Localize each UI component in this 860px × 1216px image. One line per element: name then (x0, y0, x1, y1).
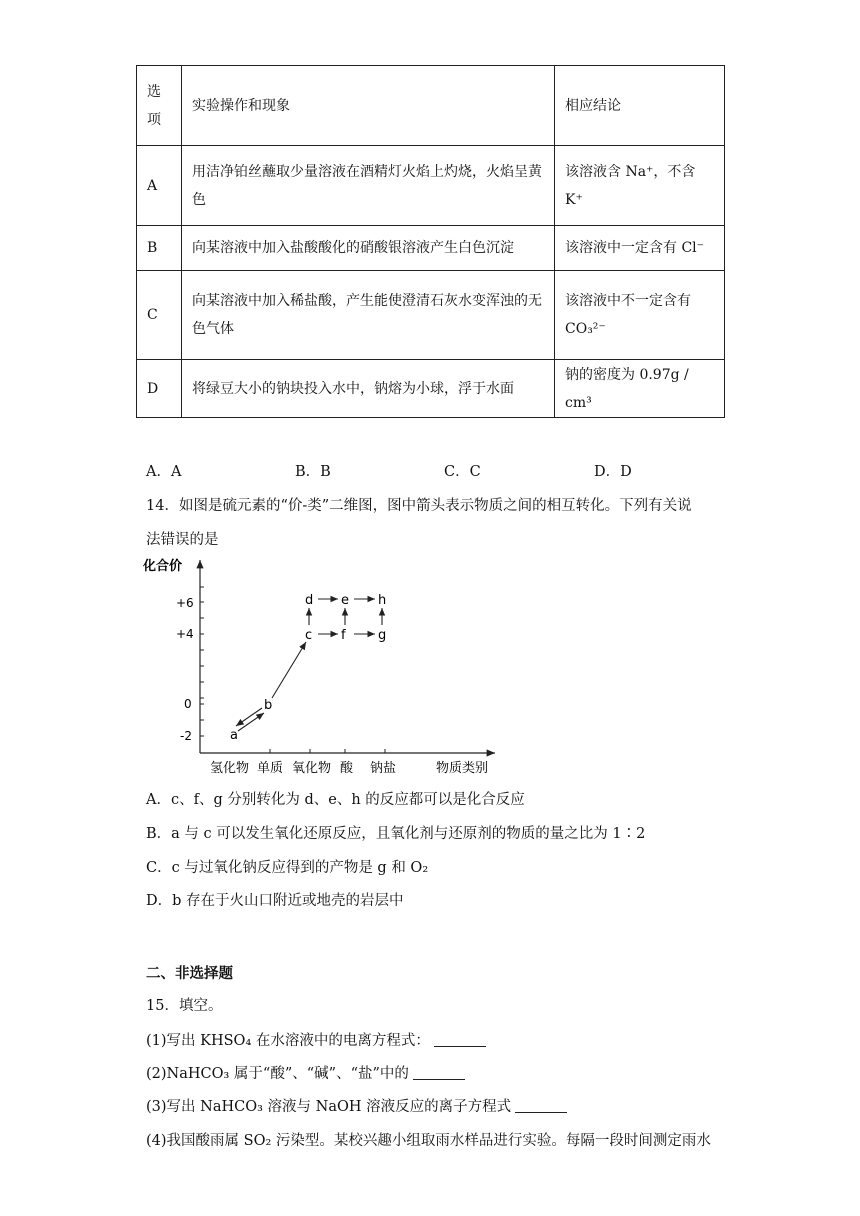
x-label-element: 单质 (257, 761, 284, 776)
row-b-option: B (137, 226, 182, 271)
row-d-conclusion: 钠的密度为 0.97g / cm³ (555, 360, 725, 418)
point-b: b (264, 698, 273, 713)
valence-class-diagram (140, 548, 520, 780)
x-label-sodium-salt: 钠盐 (370, 761, 397, 776)
y-tick-plus4: +4 (176, 627, 194, 641)
q15-part3-blank[interactable] (515, 1098, 567, 1113)
q13-option-b: B．B (295, 464, 331, 480)
x-label-category: 物质类别 (436, 761, 489, 776)
row-b-operation: 向某溶液中加入盐酸酸化的硝酸银溶液产生白色沉淀 (182, 226, 555, 271)
y-tick-minus2: -2 (180, 729, 192, 743)
x-label-hydride: 氢化物 (210, 761, 250, 776)
q13-option-d: D．D (594, 464, 632, 480)
row-d-option: D (137, 360, 182, 418)
q15-part1-blank[interactable] (434, 1032, 486, 1047)
x-label-oxide: 氧化物 (292, 761, 332, 776)
point-f: f (341, 628, 346, 643)
x-label-acid: 酸 (340, 761, 354, 776)
row-a-conclusion: 该溶液含 Na⁺，不含 K⁺ (555, 146, 725, 226)
q14-option-c: C．c 与过氧化钠反应得到的产物是 g 和 O₂ (146, 860, 429, 876)
point-e: e (341, 593, 349, 608)
point-a: a (230, 728, 238, 743)
q13-option-a: A．A (146, 464, 182, 480)
point-h: h (378, 593, 387, 608)
q15-part4: (4)我国酸雨属 SO₂ 污染型。某校兴趣小组取雨水样品进行实验。每隔一段时间测定雨水 (146, 1133, 711, 1149)
q14-stem-line1: 14．如图是硫元素的“价-类”二维图，图中箭头表示物质之间的相互转化。下列有关说 (146, 498, 692, 514)
q14-option-d: D．b 存在于火山口附近或地壳的岩层中 (146, 893, 404, 909)
q15-part1 (146, 1029, 486, 1050)
q15-part2-text: (2)NaHCO₃ 属于“酸”、“碱”、“盐”中的 (146, 1066, 409, 1082)
q15-part3 (146, 1095, 567, 1116)
q14-option-b: B．a 与 c 可以发生氧化还原反应，且氧化剂与还原剂的物质的量之比为 1∶2 (146, 826, 646, 842)
q14-stem-line2: 法错误的是 (146, 532, 219, 548)
row-c-conclusion: 该溶液中不一定含有 CO₃²⁻ (555, 271, 725, 360)
q15-part2-blank[interactable] (413, 1065, 465, 1080)
row-c-operation: 向某溶液中加入稀盐酸，产生能使澄清石灰水变浑浊的无色气体 (182, 271, 555, 360)
row-a-option: A (137, 146, 182, 226)
y-axis-label: 化合价 (143, 559, 183, 574)
q14-option-a: A．c、f、g 分别转化为 d、e、h 的反应都可以是化合反应 (146, 792, 525, 808)
header-operation: 实验操作和现象 (182, 66, 555, 146)
point-d: d (305, 593, 314, 608)
row-d-operation: 将绿豆大小的钠块投入水中，钠熔为小球，浮于水面 (182, 360, 555, 418)
row-a-operation: 用洁净铂丝蘸取少量溶液在酒精灯火焰上灼烧，火焰呈黄色 (182, 146, 555, 226)
y-tick-plus6: +6 (176, 596, 194, 610)
q15-part2 (146, 1062, 465, 1083)
header-conclusion: 相应结论 (555, 66, 725, 146)
q15-part3-text: (3)写出 NaHCO₃ 溶液与 NaOH 溶液反应的离子方程式 (146, 1099, 512, 1115)
section2-title: 二、非选择题 (146, 965, 233, 982)
row-c-option: C (137, 271, 182, 360)
q15-title: 15．填空。 (146, 998, 223, 1014)
q15-part1-text: (1)写出 KHSO₄ 在水溶液中的电离方程式： (146, 1033, 430, 1049)
question-table (136, 65, 725, 418)
row-b-conclusion: 该溶液中一定含有 Cl⁻ (555, 226, 725, 271)
point-g: g (378, 628, 387, 643)
header-option: 选项 (137, 66, 182, 146)
point-c: c (305, 628, 313, 643)
y-tick-zero: 0 (184, 697, 192, 711)
q13-option-c: C．C (444, 464, 481, 480)
arrow-b-to-c (272, 642, 306, 698)
